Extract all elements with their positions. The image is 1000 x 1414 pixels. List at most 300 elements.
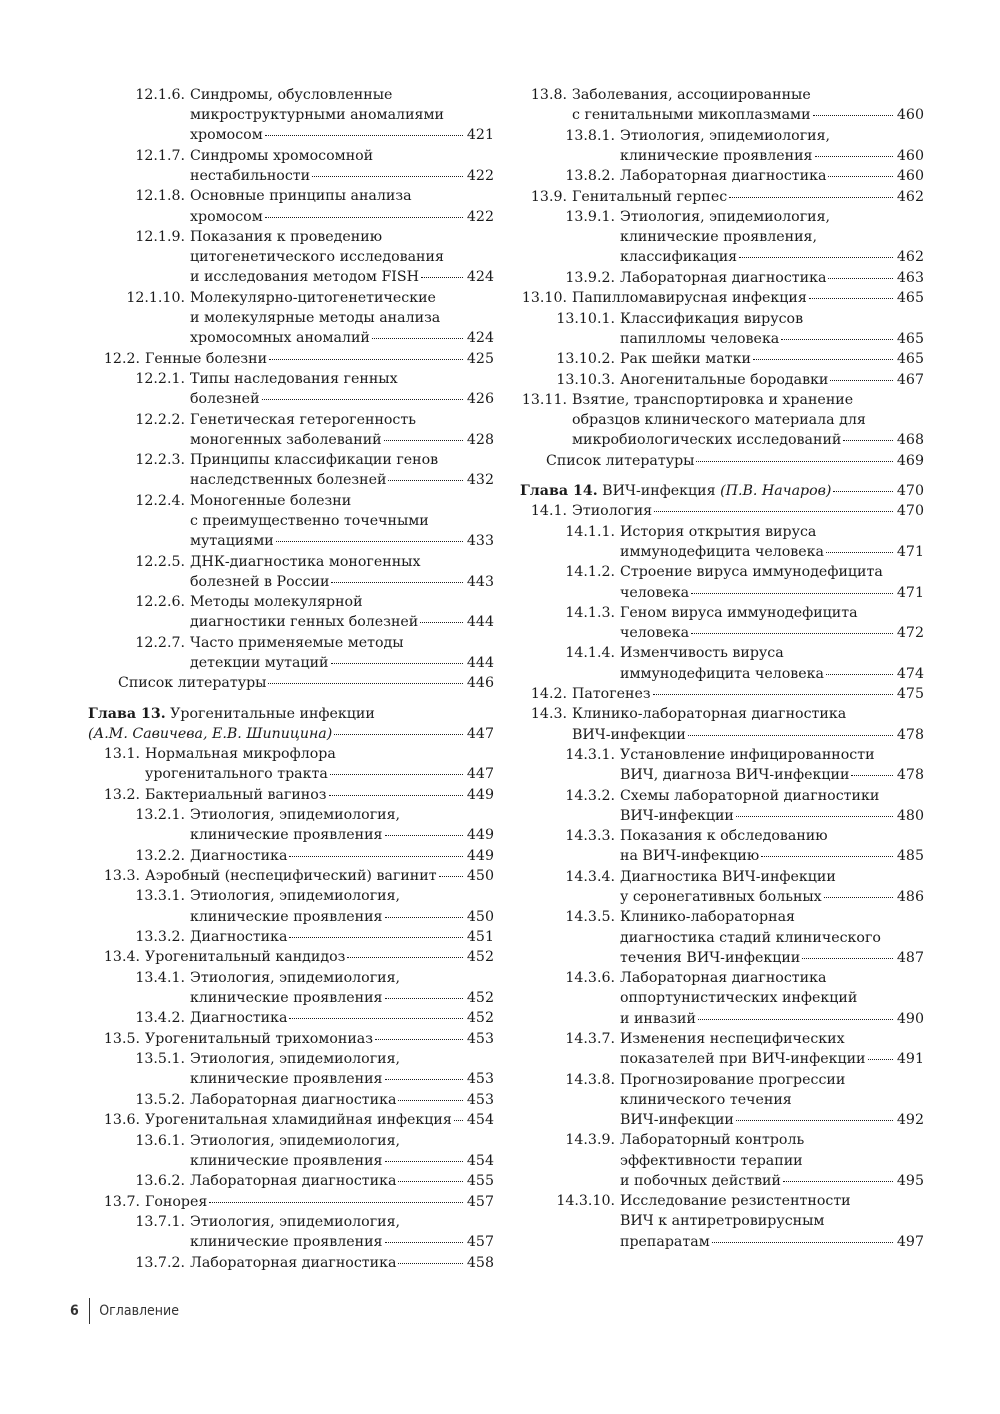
toc-entry[interactable] bbox=[520, 684, 924, 704]
toc-line bbox=[620, 542, 924, 562]
toc-entry[interactable] bbox=[88, 805, 494, 845]
toc-line bbox=[620, 1049, 924, 1069]
page-footer bbox=[70, 1298, 179, 1324]
dot-leader bbox=[398, 1262, 462, 1264]
toc-entry[interactable] bbox=[520, 1029, 924, 1069]
dot-leader bbox=[736, 815, 893, 817]
toc-line bbox=[145, 1192, 494, 1212]
toc-line bbox=[145, 785, 494, 805]
toc-section-number: 13.7.2. bbox=[135, 1254, 185, 1271]
toc-entry-body bbox=[520, 288, 924, 308]
toc-line bbox=[620, 309, 924, 329]
toc-page-number: 470 bbox=[896, 482, 924, 499]
dot-leader bbox=[289, 855, 462, 857]
toc-section-number: 13.4.2. bbox=[135, 1010, 185, 1027]
toc-page-number: 449 bbox=[466, 847, 494, 864]
dot-leader bbox=[331, 662, 463, 664]
dot-leader bbox=[826, 551, 893, 553]
toc-entry[interactable] bbox=[520, 187, 924, 207]
toc-title-part: Изменчивость вируса bbox=[620, 645, 784, 662]
toc-page-number: 452 bbox=[466, 949, 494, 966]
toc-page-number: 475 bbox=[896, 686, 924, 703]
toc-title-part: классификация bbox=[620, 249, 738, 266]
toc-section-number: 14.1.3. bbox=[565, 604, 615, 621]
toc-page-number: 432 bbox=[466, 472, 494, 489]
dot-leader bbox=[691, 632, 893, 634]
dot-leader bbox=[454, 1119, 463, 1121]
toc-entry-body bbox=[88, 1110, 494, 1130]
toc-section-number: 12.2.6. bbox=[135, 594, 185, 611]
toc-entry[interactable] bbox=[88, 592, 494, 632]
toc-title-part: Клинико-лабораторная bbox=[620, 909, 795, 926]
toc-line bbox=[190, 247, 494, 267]
toc-page-number: 454 bbox=[466, 1112, 494, 1129]
toc-entry[interactable] bbox=[88, 450, 494, 490]
toc-title-part: болезней bbox=[190, 391, 260, 408]
toc-section-number: 14.3.1. bbox=[565, 747, 615, 764]
toc-section-number: 13.6.2. bbox=[135, 1173, 185, 1190]
toc-title-part: Этиология, эпидемиология, bbox=[190, 969, 401, 986]
toc-entry[interactable] bbox=[88, 1110, 494, 1130]
toc-page-number: 480 bbox=[896, 807, 924, 824]
toc-page-number: 422 bbox=[466, 168, 494, 184]
toc-entry[interactable] bbox=[520, 786, 924, 826]
toc-entry[interactable] bbox=[88, 85, 494, 146]
dot-leader bbox=[420, 621, 463, 623]
toc-title-part: Бактериальный вагиноз bbox=[145, 786, 327, 803]
toc-section-number: 12.1.10. bbox=[126, 289, 185, 306]
toc-section-number: 13.6.1. bbox=[135, 1132, 185, 1149]
toc-entry[interactable] bbox=[88, 744, 494, 784]
toc-line bbox=[190, 552, 494, 572]
toc-page-number: 465 bbox=[896, 351, 924, 368]
toc-title-part: ДНК-диагностика моногенных bbox=[190, 553, 421, 570]
dot-leader bbox=[209, 1201, 463, 1203]
toc-line bbox=[572, 501, 924, 521]
dot-leader bbox=[691, 592, 893, 594]
toc-title-part: клинические проявления bbox=[190, 908, 383, 925]
toc-entry[interactable] bbox=[520, 603, 924, 643]
toc-entry[interactable] bbox=[88, 927, 494, 947]
dot-leader bbox=[843, 439, 893, 441]
toc-title-part: клинические проявления bbox=[190, 1071, 383, 1088]
toc-entry[interactable] bbox=[88, 673, 494, 693]
toc-page-number: 457 bbox=[466, 1234, 494, 1251]
toc-line bbox=[620, 562, 924, 582]
toc-entry[interactable] bbox=[88, 947, 494, 967]
dot-leader bbox=[833, 490, 892, 492]
toc-line bbox=[190, 1212, 494, 1232]
toc-title-part: с преимущественно точечными bbox=[190, 512, 429, 529]
toc-entry[interactable] bbox=[88, 288, 494, 349]
toc-entry[interactable] bbox=[88, 785, 494, 805]
dot-leader bbox=[312, 175, 463, 177]
dot-leader bbox=[828, 175, 892, 177]
toc-title-part: Основные принципы анализа bbox=[190, 188, 412, 205]
toc-line bbox=[620, 166, 924, 186]
toc-entry[interactable] bbox=[520, 867, 924, 907]
toc-entry[interactable] bbox=[88, 227, 494, 288]
toc-entry[interactable] bbox=[520, 968, 924, 1029]
toc-section-number: 14.3.8. bbox=[565, 1071, 615, 1088]
toc-section-number: 13.5. bbox=[103, 1030, 140, 1047]
toc-title-part: Установление инфицированности bbox=[620, 747, 875, 764]
toc-entry[interactable] bbox=[520, 501, 924, 521]
toc-entry[interactable] bbox=[520, 1191, 924, 1252]
toc-line bbox=[620, 1211, 924, 1231]
toc-section-number: 12.2.4. bbox=[135, 492, 185, 509]
toc-page-number: 457 bbox=[466, 1193, 494, 1210]
toc-title-part: человека bbox=[620, 625, 690, 642]
toc-title-part: наследственных болезней bbox=[190, 472, 387, 489]
toc-line bbox=[190, 511, 494, 531]
toc-title-part: Исследование резистентности bbox=[620, 1193, 851, 1210]
toc-title-part: Диагностика bbox=[190, 1010, 288, 1027]
toc-entry-body bbox=[520, 187, 924, 207]
dot-leader bbox=[824, 896, 893, 898]
toc-title-part: Гонорея bbox=[145, 1193, 208, 1210]
toc-section-number: 13.3.2. bbox=[135, 929, 185, 946]
toc-entry[interactable] bbox=[88, 410, 494, 450]
chapter-label: Глава 14. bbox=[520, 482, 598, 499]
toc-line bbox=[145, 1110, 494, 1130]
toc-entry[interactable] bbox=[520, 643, 924, 683]
toc-line bbox=[620, 826, 924, 846]
toc-line bbox=[190, 125, 494, 145]
toc-entry-body bbox=[88, 947, 494, 967]
toc-line bbox=[190, 288, 494, 308]
toc-section-number: 14.3.3. bbox=[565, 828, 615, 845]
toc-page-number: 447 bbox=[466, 766, 494, 783]
toc-page-number: 452 bbox=[466, 990, 494, 1007]
toc-section-number: 12.1.9. bbox=[135, 228, 185, 245]
dot-leader bbox=[781, 338, 893, 340]
dot-leader bbox=[331, 581, 462, 583]
toc-entry[interactable] bbox=[88, 633, 494, 673]
toc-line bbox=[572, 187, 924, 207]
toc-title-part: у серонегативных больных bbox=[620, 889, 822, 906]
toc-page-number: 424 bbox=[466, 269, 494, 286]
toc-section-number: 13.11. bbox=[521, 391, 567, 408]
toc-entry[interactable] bbox=[520, 370, 924, 390]
toc-entry[interactable] bbox=[520, 907, 924, 968]
dot-leader bbox=[421, 276, 463, 278]
toc-line bbox=[190, 207, 494, 227]
dot-leader bbox=[372, 337, 463, 339]
toc-title-part: эффективности терапии bbox=[620, 1152, 803, 1169]
dot-leader bbox=[653, 693, 893, 695]
toc-page-number: 471 bbox=[896, 543, 924, 560]
toc-line bbox=[620, 765, 924, 785]
toc-line bbox=[190, 612, 494, 632]
toc-entry[interactable] bbox=[88, 491, 494, 552]
toc-entry[interactable] bbox=[88, 1171, 494, 1191]
toc-title-part: Нормальная микрофлора bbox=[145, 746, 336, 763]
toc-title-part: Прогнозирование прогрессии bbox=[620, 1071, 846, 1088]
toc-entry[interactable] bbox=[88, 886, 494, 926]
toc-title-part: диагностика стадий клинического bbox=[620, 929, 881, 946]
toc-title-part: Урогенитальный кандидоз bbox=[145, 949, 346, 966]
toc-entry[interactable] bbox=[88, 846, 494, 866]
toc-title-part: ВИЧ-инфекции bbox=[572, 726, 686, 743]
toc-section-number: 14.3.6. bbox=[565, 970, 615, 987]
toc-title-part: урогенитального тракта bbox=[145, 766, 328, 783]
toc-page-number: 450 bbox=[466, 908, 494, 925]
toc-entry-body bbox=[520, 501, 924, 521]
chapter-title: Урогенитальные инфекции bbox=[165, 705, 375, 722]
toc-page-number: 433 bbox=[466, 533, 494, 550]
toc-line bbox=[546, 451, 924, 471]
toc-line bbox=[190, 907, 494, 927]
toc-entry[interactable] bbox=[520, 1130, 924, 1191]
toc-title-part: Лабораторная диагностика bbox=[620, 168, 827, 185]
toc-section-number: 12.2.1. bbox=[135, 370, 185, 387]
toc-title-part: Урогенитальная хламидийная инфекция bbox=[145, 1112, 452, 1129]
toc-title-part: Генные болезни bbox=[145, 350, 268, 367]
toc-section-number: 14.3.4. bbox=[565, 868, 615, 885]
toc-page-number: 426 bbox=[466, 391, 494, 408]
toc-title-part: Молекулярно-цитогенетические bbox=[190, 289, 436, 306]
toc-page-number: 458 bbox=[466, 1254, 494, 1271]
dot-leader bbox=[761, 855, 893, 857]
toc-entry[interactable] bbox=[520, 126, 924, 166]
toc-title-part: детекции мутаций bbox=[190, 654, 329, 671]
toc-title-part: клинические проявления bbox=[190, 827, 383, 844]
toc-title-part: Диагностика ВИЧ-инфекции bbox=[620, 868, 836, 885]
toc-chapter[interactable] bbox=[88, 704, 494, 744]
toc-title-part: Типы наследования генных bbox=[190, 370, 398, 387]
toc-line bbox=[190, 886, 494, 906]
toc-page-number: 447 bbox=[466, 725, 494, 742]
toc-line bbox=[620, 1232, 924, 1252]
toc-entry[interactable] bbox=[520, 1070, 924, 1131]
toc-entry[interactable] bbox=[520, 390, 924, 451]
toc-section-number: 13.10. bbox=[521, 290, 567, 307]
toc-section-number: 13.8. bbox=[530, 87, 567, 103]
toc-line bbox=[190, 1090, 494, 1110]
toc-entry[interactable] bbox=[520, 85, 924, 125]
toc-entry[interactable] bbox=[520, 522, 924, 562]
toc-section-number: 13.7.1. bbox=[135, 1213, 185, 1230]
toc-entry-body bbox=[520, 684, 924, 704]
toc-line bbox=[145, 866, 494, 886]
dot-leader bbox=[851, 774, 892, 776]
toc-line bbox=[620, 126, 924, 146]
dot-leader bbox=[736, 1119, 893, 1121]
dot-leader bbox=[289, 1017, 462, 1019]
toc-section-number: 13.9. bbox=[530, 188, 567, 205]
toc-section-number: 13.8.1. bbox=[565, 127, 615, 144]
toc-entry[interactable] bbox=[88, 1212, 494, 1252]
toc-title-part: ВИЧ-инфекции bbox=[620, 807, 734, 824]
toc-page-number: 474 bbox=[896, 665, 924, 682]
toc-entry-body bbox=[88, 1192, 494, 1212]
toc-entry[interactable] bbox=[520, 704, 924, 744]
toc-line bbox=[190, 1069, 494, 1089]
toc-section-number: 13.10.1. bbox=[556, 310, 615, 327]
toc-entry-body bbox=[88, 349, 494, 369]
toc-entry-body bbox=[88, 744, 494, 784]
toc-title-part: Лабораторная диагностика bbox=[190, 1173, 397, 1190]
toc-title-part: ВИЧ к антиретровирусным bbox=[620, 1213, 825, 1230]
toc-line bbox=[520, 481, 924, 501]
toc-title-part: Синдромы, обусловленные bbox=[190, 87, 393, 103]
toc-entry[interactable] bbox=[520, 166, 924, 186]
toc-line bbox=[190, 1232, 494, 1252]
toc-page-number: 455 bbox=[466, 1173, 494, 1190]
dot-leader bbox=[439, 875, 463, 877]
dot-leader bbox=[688, 734, 893, 736]
toc-title-part: клинического течения bbox=[620, 1091, 792, 1108]
dot-leader bbox=[712, 1241, 893, 1243]
toc-section-number: 14.3. bbox=[530, 706, 567, 723]
chapter-title: ВИЧ-инфекция bbox=[597, 482, 721, 499]
toc-entry[interactable] bbox=[88, 1253, 494, 1273]
toc-page-number: 467 bbox=[896, 371, 924, 388]
toc-line bbox=[190, 267, 494, 287]
toc-page-number: 452 bbox=[466, 1010, 494, 1027]
toc-entry[interactable] bbox=[88, 186, 494, 226]
dot-leader bbox=[826, 673, 893, 675]
toc-title-part: Аэробный (неспецифический) вагинит bbox=[145, 868, 437, 885]
toc-entry[interactable] bbox=[520, 268, 924, 288]
toc-entry-body bbox=[88, 704, 494, 744]
toc-entry[interactable] bbox=[88, 552, 494, 592]
toc-line bbox=[620, 928, 924, 948]
toc-entry[interactable] bbox=[88, 1131, 494, 1171]
toc-title-part: Рак шейки матки bbox=[620, 351, 751, 368]
toc-page-number: 497 bbox=[896, 1233, 924, 1250]
toc-section-number: 14.3.5. bbox=[565, 909, 615, 926]
toc-line bbox=[190, 369, 494, 389]
toc-title-part: ВИЧ, диагноза ВИЧ-инфекции bbox=[620, 767, 850, 784]
toc-column-right bbox=[520, 85, 924, 1252]
dot-leader bbox=[384, 439, 463, 441]
toc-entry[interactable] bbox=[520, 562, 924, 602]
toc-line bbox=[620, 907, 924, 927]
chapter-label: Глава 13. bbox=[88, 705, 166, 722]
toc-section-number: 12.2.2. bbox=[135, 411, 185, 428]
toc-entry[interactable] bbox=[520, 349, 924, 369]
toc-section-number: 13.10.3. bbox=[556, 371, 615, 388]
toc-title-part bbox=[88, 724, 332, 744]
toc-title-part bbox=[520, 481, 831, 501]
toc-title-part: Этиология, эпидемиология, bbox=[190, 1132, 401, 1149]
toc-entry-body bbox=[88, 1029, 494, 1049]
toc-title-part: Моногенные болезни bbox=[190, 492, 352, 509]
toc-entry-body bbox=[520, 451, 924, 471]
toc-entry[interactable] bbox=[520, 826, 924, 866]
toc-page-number: 453 bbox=[466, 1071, 494, 1088]
dot-leader bbox=[813, 114, 893, 116]
toc-page-number: 460 bbox=[896, 168, 924, 185]
toc-line bbox=[190, 531, 494, 551]
toc-line bbox=[190, 805, 494, 825]
toc-page-number: 462 bbox=[896, 249, 924, 266]
toc-entry[interactable] bbox=[520, 745, 924, 785]
dot-leader bbox=[388, 479, 462, 481]
toc-entry[interactable] bbox=[88, 1008, 494, 1028]
toc-title-part: образцов клинического материала для bbox=[572, 412, 866, 429]
toc-line bbox=[190, 988, 494, 1008]
toc-line bbox=[190, 846, 494, 866]
toc-title-part: Аногенитальные бородавки bbox=[620, 371, 829, 388]
toc-entry-body bbox=[88, 673, 494, 693]
dot-leader bbox=[830, 379, 893, 381]
toc-line bbox=[190, 491, 494, 511]
toc-entry[interactable] bbox=[88, 146, 494, 186]
toc-entry[interactable] bbox=[520, 309, 924, 349]
toc-section-number: 14.1.2. bbox=[565, 564, 615, 581]
toc-title-part: болезней в России bbox=[190, 573, 330, 590]
chapter-authors: (П.В. Начаров) bbox=[720, 482, 832, 499]
toc-title-part: Принципы классификации генов bbox=[190, 452, 439, 469]
toc-line bbox=[620, 948, 924, 968]
toc-line bbox=[190, 825, 494, 845]
dot-leader bbox=[729, 196, 893, 198]
page-number: 6 bbox=[70, 1303, 79, 1319]
dot-leader bbox=[329, 794, 463, 796]
toc-entry[interactable] bbox=[88, 369, 494, 409]
toc-entry[interactable] bbox=[88, 1192, 494, 1212]
toc-line bbox=[190, 968, 494, 988]
toc-line bbox=[620, 1110, 924, 1130]
toc-title-part: Генетическая гетерогенность bbox=[190, 411, 416, 428]
toc-line bbox=[190, 1151, 494, 1171]
toc-section-number: 13.3.1. bbox=[135, 888, 185, 905]
toc-entry[interactable] bbox=[88, 968, 494, 1008]
toc-page-number: 469 bbox=[896, 452, 924, 469]
toc-line bbox=[572, 684, 924, 704]
toc-line bbox=[145, 947, 494, 967]
toc-entry[interactable] bbox=[520, 207, 924, 268]
toc-section-number: 14.3.2. bbox=[565, 787, 615, 804]
toc-title-part: Этиология, эпидемиология, bbox=[190, 1213, 401, 1230]
toc-section-number: 13.8.2. bbox=[565, 168, 615, 185]
toc-entry[interactable] bbox=[520, 288, 924, 308]
toc-section-number: 13.4. bbox=[103, 949, 140, 966]
toc-title-part: цитогенетического исследования bbox=[190, 249, 444, 266]
toc-entry[interactable] bbox=[88, 349, 494, 369]
toc-chapter[interactable] bbox=[520, 481, 924, 501]
toc-line bbox=[145, 349, 494, 369]
toc-entry[interactable] bbox=[520, 451, 924, 471]
toc-title-part: Показания к обследованию bbox=[620, 828, 828, 845]
toc-line bbox=[620, 846, 924, 866]
toc-title-part: Изменения неспецифических bbox=[620, 1031, 845, 1048]
toc-line bbox=[118, 673, 494, 693]
toc-section-number: 14.1.1. bbox=[565, 523, 615, 540]
toc-line bbox=[572, 704, 924, 724]
toc-entry[interactable] bbox=[88, 1029, 494, 1049]
toc-entry[interactable] bbox=[88, 1049, 494, 1089]
toc-line bbox=[572, 430, 924, 450]
toc-entry[interactable] bbox=[88, 866, 494, 886]
toc-page-number: 446 bbox=[466, 675, 494, 692]
toc-page-number: 453 bbox=[466, 1030, 494, 1047]
toc-line bbox=[190, 410, 494, 430]
chapter-authors: (А.М. Савичева, Е.В. Шипицина) bbox=[88, 725, 333, 742]
toc-title-part: клинические проявления bbox=[190, 1234, 383, 1251]
footer-section-title: Оглавление bbox=[99, 1303, 179, 1319]
toc-title-part: Строение вируса иммунодефицита bbox=[620, 564, 883, 581]
dot-leader bbox=[828, 277, 892, 279]
toc-page-number: 465 bbox=[896, 330, 924, 347]
toc-entry[interactable] bbox=[88, 1090, 494, 1110]
toc-line bbox=[620, 1191, 924, 1211]
toc-line bbox=[620, 227, 924, 247]
toc-section-number: 12.2.3. bbox=[135, 452, 185, 469]
